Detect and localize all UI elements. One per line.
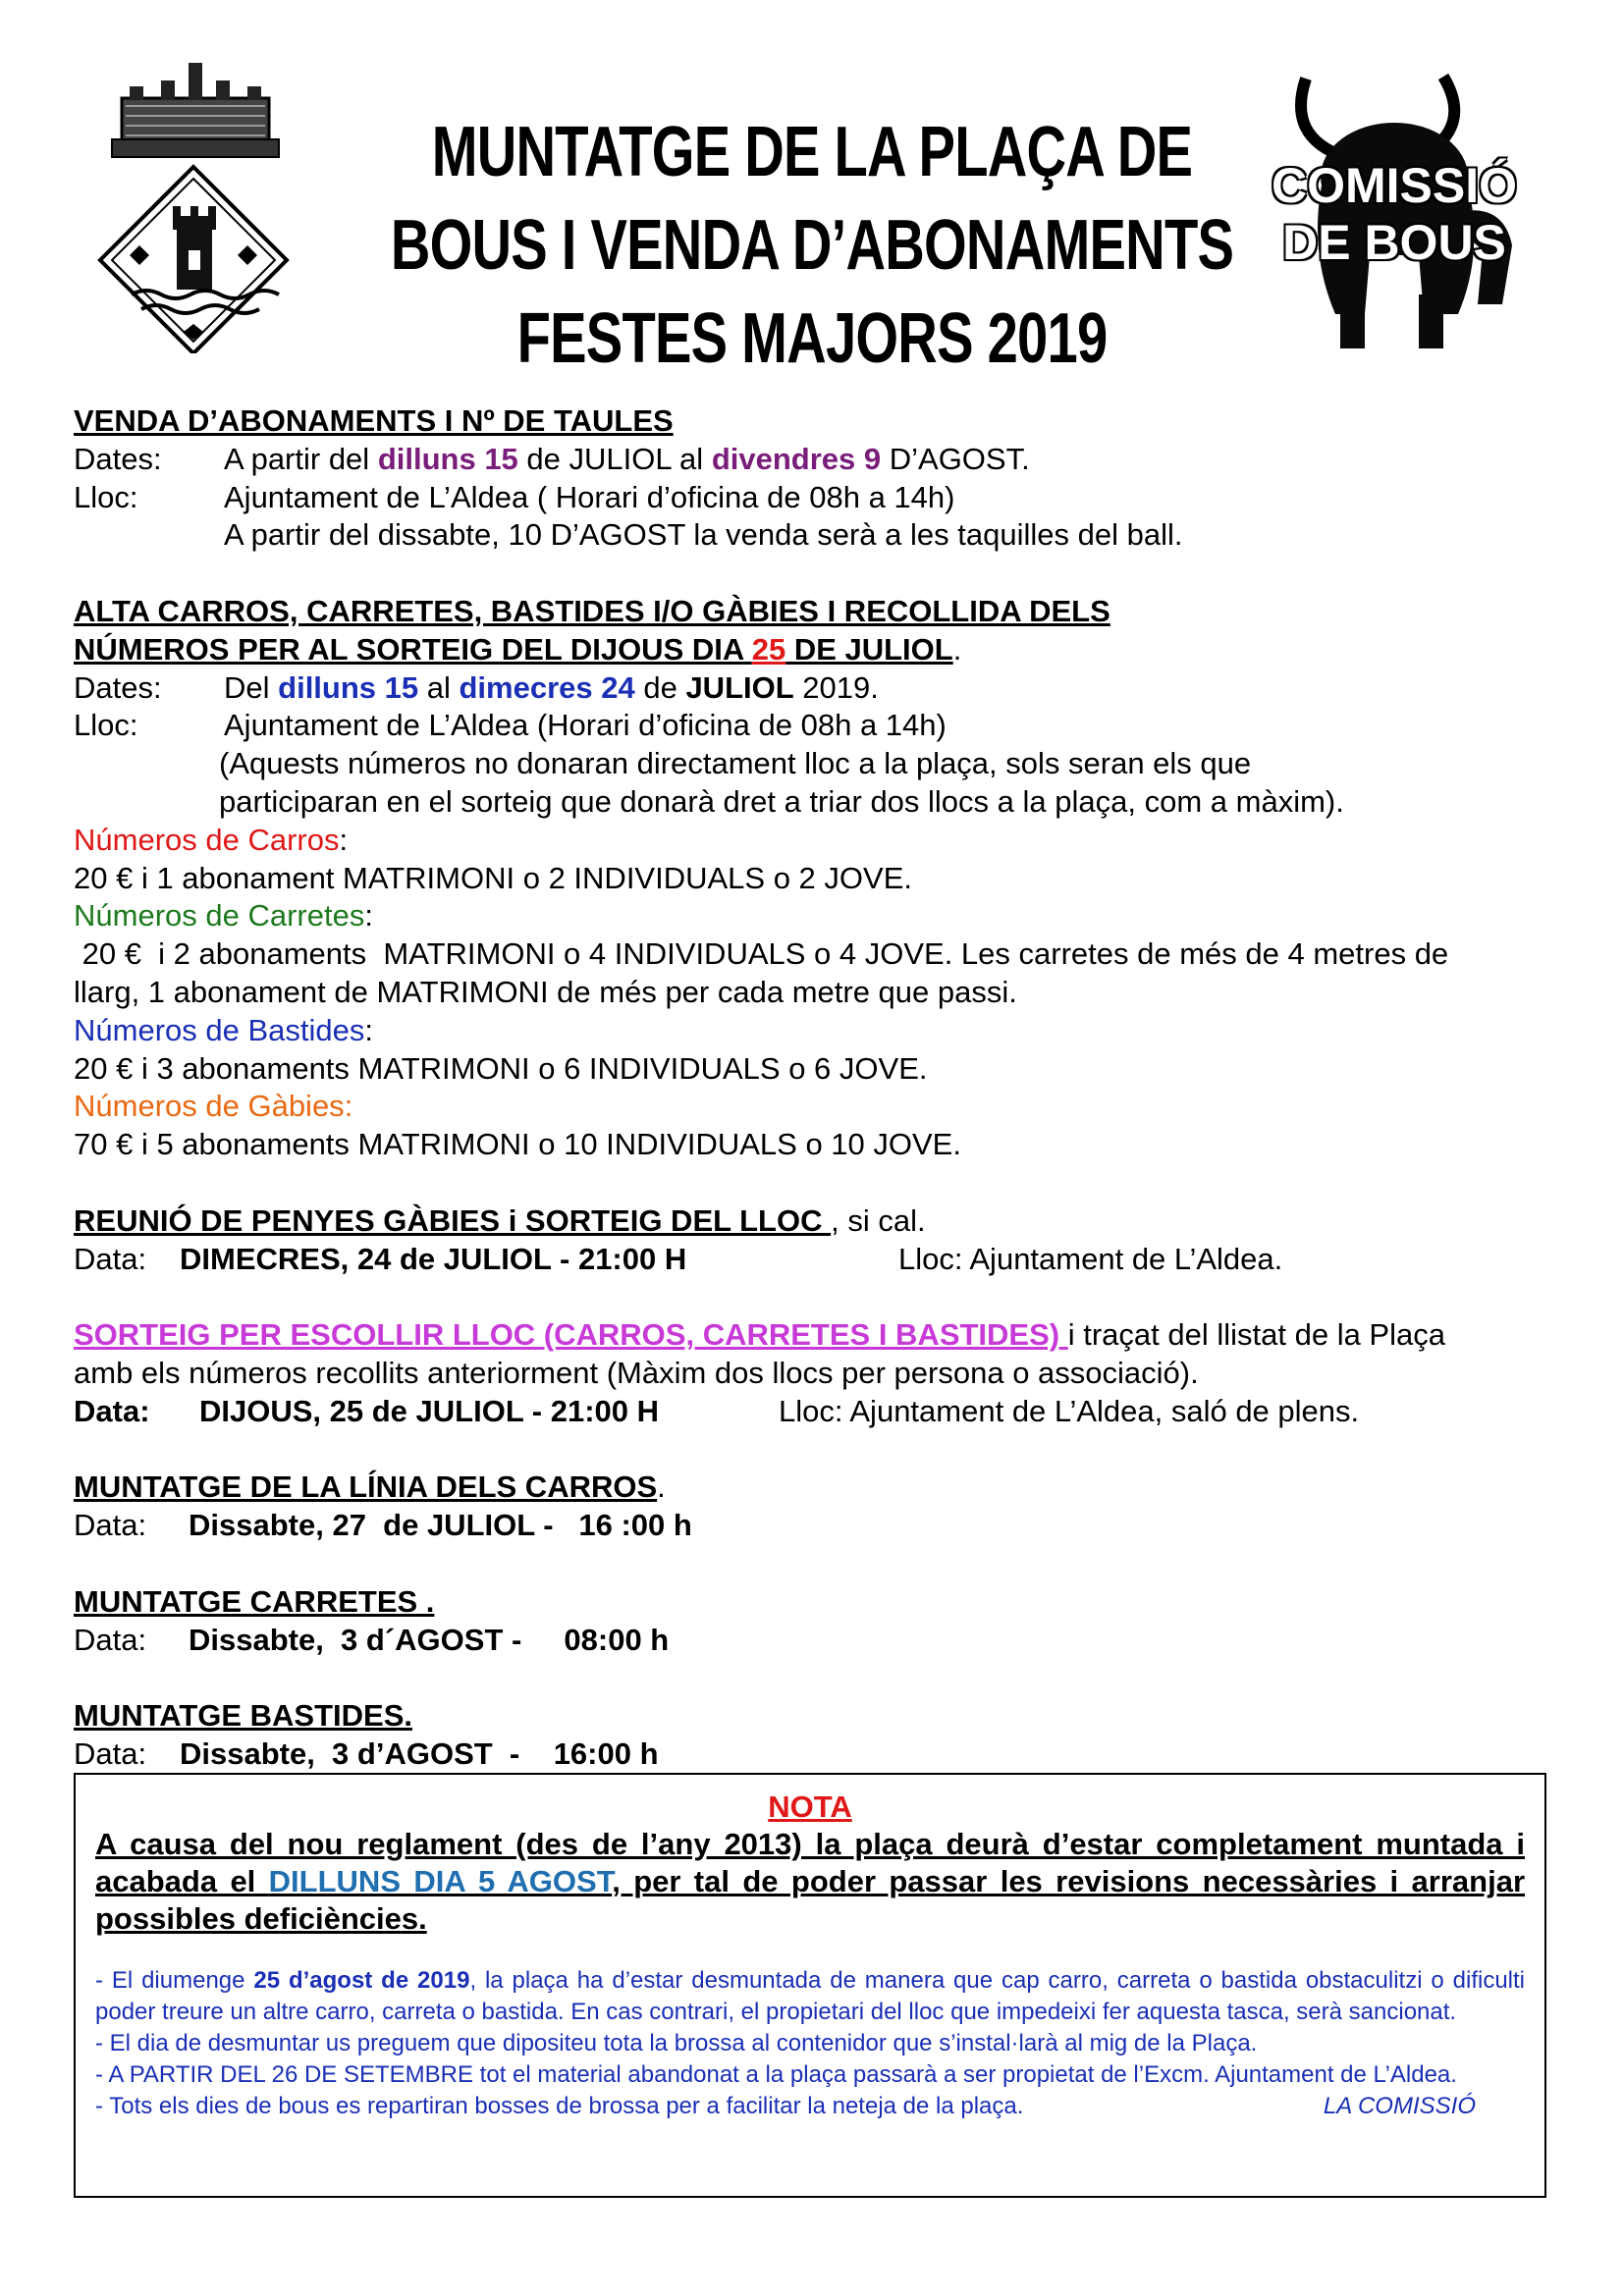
linia-carros-date-line: [74, 1507, 1586, 1545]
section-heading-venda: VENDA D’ABONAMENTS I Nº DE TAULES: [74, 403, 674, 438]
bastides-label: Números de Bastides: [74, 1012, 365, 1047]
reunio-heading: [74, 1202, 1586, 1241]
carretes-price-2: llarg, 1 abonament de MATRIMONI de més per cada metre que passi.: [74, 974, 1017, 1009]
s1-dates-start: dilluns 15: [377, 441, 518, 476]
sorteig-date: DIJOUS, 25 de JULIOL - 21:00 H: [199, 1393, 660, 1428]
data-label: Data:: [74, 1622, 147, 1657]
carros-label: Números de Carros: [74, 822, 340, 857]
reunio-date: DIMECRES, 24 de JULIOL - 21:00 H: [180, 1241, 687, 1276]
title-line-3: FESTES MAJORS 2019: [516, 299, 1108, 378]
s2-note-1: (Aquests números no donaran directament lloc a la plaça, sols seran els que: [219, 746, 1252, 781]
nota-point-1: [95, 1965, 1525, 2028]
bastides-date: Dissabte, 3 d’AGOST - 16:00 h: [180, 1735, 659, 1771]
s1-dates-month: D’AGOST.: [881, 441, 1030, 476]
carretes-heading: [74, 897, 1586, 935]
nota-p1-a: - El diumenge: [95, 1967, 254, 1994]
sorteig-date-line: [74, 1393, 1586, 1431]
heading-2-part-a: NÚMEROS PER AL SORTEIG DEL DIJOUS DIA: [74, 631, 752, 667]
s1-dates-line: [74, 441, 1586, 479]
colon: :: [364, 1012, 373, 1047]
s1-lloc2: A partir del dissabte, 10 D’AGOST la venda serà a les taquilles del ball.: [224, 517, 1183, 553]
section-heading-alta-1: ALTA CARROS, CARRETES, BASTIDES I/O GÀBIES I RECOLLIDA DELS: [74, 593, 1110, 628]
nota-main: [95, 1826, 1525, 1938]
data-label: Data:: [74, 1241, 147, 1276]
sorteig-tail: i traçat del llistat de la Plaça: [1067, 1317, 1445, 1353]
s2-dates-a: Del: [224, 669, 279, 705]
logo-text: [1247, 157, 1542, 271]
s2-dates-c: al: [418, 669, 460, 705]
s2-dates-end: dimecres 24: [459, 669, 635, 705]
carretes-muntatge-title: MUNTATGE CARRETES .: [74, 1583, 435, 1619]
heading-2-dot: .: [952, 631, 962, 667]
reunio-title: REUNIÓ DE PENYES GÀBIES i SORTEIG DEL LLOC: [74, 1202, 832, 1238]
carros-heading: [74, 822, 1586, 860]
gabies-heading: [74, 1088, 1586, 1126]
nota-main-a: A causa del nou reglament (des de l’any 2013) la plaça deurà d’estar completament muntada i acabada el: [95, 1827, 1525, 1898]
linia-carros-heading: [74, 1468, 1586, 1507]
logo-line-1: COMISSIÓ: [1271, 158, 1518, 213]
document-body: [74, 402, 1586, 1774]
s2-lloc-text: Ajuntament de L’Aldea (Horari d’oficina de 08h a 14h): [224, 708, 947, 743]
s1-lloc-line: [74, 479, 1586, 517]
sorteig-lloc: Lloc: Ajuntament de L’Aldea, saló de plens.: [779, 1393, 1360, 1428]
bastides-date-line: [74, 1735, 1586, 1774]
carretes-price-1: 20 € i 2 abonaments MATRIMONI o 4 INDIVIDUALS o 4 JOVE. Les carretes de més de 4 metres de: [74, 936, 1449, 972]
carretes-date-line: [74, 1622, 1586, 1660]
nota-box: [74, 1773, 1546, 2198]
bastides-heading: [74, 1012, 1586, 1050]
dates-label: Dates:: [74, 669, 162, 705]
nota-deadline: DILLUNS DIA 5 AGOST: [268, 1864, 613, 1898]
nota-point-3: - A PARTIR DEL 26 DE SETEMBRE tot el material abandonat a la plaça passarà a ser propietat de l’Excm. Ajuntament de L’Aldea.: [95, 2061, 1457, 2088]
bastides-price: 20 € i 3 abonaments MATRIMONI o 6 INDIVIDUALS o 6 JOVE.: [74, 1050, 928, 1086]
s1-dates-text: A partir del: [224, 441, 378, 476]
nota-main-c: , per tal de poder passar les revisions necessàries i arranjar possibles deficiències.: [95, 1864, 1526, 1936]
reunio-tail: , si cal.: [831, 1202, 926, 1238]
gabies-label: Números de Gàbies: [74, 1089, 345, 1124]
s2-lloc-line: [74, 707, 1586, 745]
sorteig-title: SORTEIG PER ESCOLLIR LLOC (CARROS, CARRETES I BASTIDES): [74, 1317, 1068, 1353]
title-line-1: MUNTATGE DE LA PLAÇA DE: [431, 113, 1193, 191]
nota-point-2: - El dia de desmuntar us preguem que dipositeu tota la brossa al contenidor que s’instal·larà al mig de la Plaça.: [95, 2030, 1258, 2056]
dates-label: Dates:: [74, 441, 162, 476]
carretes-label: Números de Carretes: [74, 898, 365, 934]
s2-dates-line: [74, 669, 1586, 708]
nota-point-4: [95, 2091, 1525, 2122]
lloc-label: Lloc:: [74, 479, 138, 514]
s1-dates-end: divendres 9: [711, 441, 882, 476]
reunio-lloc: Lloc: Ajuntament de L’Aldea.: [898, 1241, 1283, 1276]
s1-dates-mid: de JULIOL al: [517, 441, 712, 476]
s2-dates-e: de: [634, 669, 686, 705]
bastides-muntatge-title: MUNTATGE BASTIDES.: [74, 1698, 413, 1734]
nota-p1-c: , la plaça ha d’estar desmuntada de manera que cap carro, carreta o bastida obstaculitzi o dificulti poder treure un altre carro, carreta o bastida. En cas contrari, el propietari del lloc que impedeixi fer aquesta tasca, serà sancionat.: [95, 1967, 1525, 2025]
s2-dates-year: 2019.: [793, 669, 879, 705]
heading-2-day: 25: [751, 631, 786, 667]
nota-title: NOTA: [768, 1789, 852, 1824]
section-heading-alta-2: [74, 631, 1586, 669]
sorteig-line-2: amb els números recollits anteriorment (Màxim dos llocs per persona o associació).: [74, 1355, 1199, 1390]
linia-carros-dot: .: [657, 1469, 666, 1505]
nota-p4: - Tots els dies de bous es repartiran bosses de brossa per a facilitar la neteja de la plaça.: [95, 2093, 1024, 2119]
s2-note-2: participaran en el sorteig que donarà dret a triar dos llocs a la plaça, com a màxim).: [219, 783, 1344, 819]
heading-2-part-c: DE JULIOL: [785, 631, 953, 667]
title-line-2: BOUS I VENDA D’ABONAMENTS: [390, 206, 1234, 285]
nota-p1-date: 25 d’agost de 2019: [253, 1967, 470, 1994]
linia-carros-date: Dissabte, 27 de JULIOL - 16 :00 h: [189, 1508, 692, 1543]
data-label: Data:: [74, 1393, 150, 1428]
lloc-label: Lloc:: [74, 708, 138, 743]
linia-carros-title: MUNTATGE DE LA LÍNIA DELS CARROS: [74, 1469, 658, 1505]
reunio-date-line: [74, 1241, 1586, 1279]
colon: :: [344, 1089, 353, 1124]
data-label: Data:: [74, 1735, 147, 1771]
s2-dates-start: dilluns 15: [278, 669, 419, 705]
comissio-logo: [1247, 69, 1542, 363]
sorteig-heading: [74, 1316, 1586, 1355]
colon: :: [339, 822, 349, 857]
s1-lloc-text: Ajuntament de L’Aldea ( Horari d’oficina de 08h a 14h): [224, 479, 955, 514]
signature: LA COMISSIÓ: [1323, 2093, 1476, 2119]
data-label: Data:: [74, 1508, 147, 1543]
s2-dates-month: JULIOL: [685, 669, 794, 705]
colon: :: [364, 898, 373, 934]
gabies-price: 70 € i 5 abonaments MATRIMONI o 10 INDIVIDUALS o 10 JOVE.: [74, 1127, 961, 1162]
carretes-date: Dissabte, 3 d´AGOST - 08:00 h: [189, 1622, 670, 1657]
nota-details: [95, 1965, 1525, 2122]
logo-line-2: DE BOUS: [1282, 215, 1506, 270]
carros-price: 20 € i 1 abonament MATRIMONI o 2 INDIVIDUALS o 2 JOVE.: [74, 860, 912, 895]
